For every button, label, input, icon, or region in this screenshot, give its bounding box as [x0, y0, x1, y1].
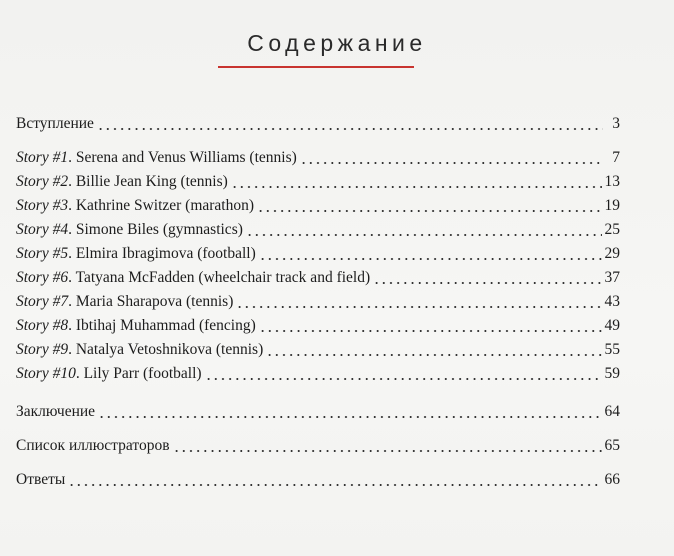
toc-page-number: 7: [612, 149, 620, 166]
dot-leader: [68, 484, 601, 486]
toc-entry-title: Ответы: [16, 471, 66, 488]
toc-entry: [16, 266, 620, 288]
toc-entry-prefix: Story #9: [16, 341, 69, 358]
toc-entry-prefix: Story #1: [16, 149, 69, 166]
toc-entry-title: Вступление: [16, 115, 94, 132]
toc-entry: [16, 362, 620, 384]
toc-entry: [16, 434, 620, 456]
toc-page-number: 29: [604, 245, 620, 262]
toc-page-number: 25: [604, 221, 620, 238]
toc-entry-label: [16, 268, 370, 288]
dot-leader: [257, 210, 601, 212]
toc-entry: [16, 314, 620, 336]
toc-entry-title: . Elmira Ibragimova (football): [68, 245, 256, 262]
toc-entry-title: . Ibtihaj Muhammad (fencing): [68, 317, 256, 334]
toc-entry-title: Заключение: [16, 403, 96, 420]
toc-page-number: 19: [604, 197, 620, 214]
toc-entry-prefix: Story #8: [16, 317, 69, 334]
toc-entry-label: [16, 316, 256, 336]
toc-page-number: 37: [604, 269, 620, 286]
title-underline: [218, 66, 414, 68]
page-title: Содержание: [247, 30, 427, 56]
toc-entry-title: Список иллюстраторов: [16, 437, 170, 454]
toc-entry-label: [16, 244, 256, 264]
toc-page-number: 3: [612, 115, 620, 132]
toc-entry-prefix: Story #5: [16, 245, 69, 262]
toc-entry-label: [16, 364, 202, 384]
toc-entry: [16, 194, 620, 216]
toc-page-number: 65: [604, 437, 620, 454]
toc-entry: [16, 338, 620, 360]
toc-entry: [16, 170, 620, 192]
dot-leader: [173, 450, 602, 452]
toc-entry-prefix: Story #4: [16, 221, 69, 238]
toc-entry-label: [16, 292, 233, 312]
toc-page-number: 66: [604, 471, 620, 488]
toc-page-number: 55: [604, 341, 620, 358]
toc-entry-label: [16, 470, 65, 490]
toc-entry-prefix: Story #3: [16, 197, 69, 214]
toc-entry-label: [16, 340, 263, 360]
toc-entry-label: [16, 436, 170, 456]
toc-entry-label: [16, 114, 94, 134]
toc-entry-title: . Natalya Vetoshnikova (tennis): [68, 341, 264, 358]
toc-entry-label: [16, 196, 254, 216]
toc-entry-label: [16, 148, 297, 168]
dot-leader: [373, 282, 601, 284]
toc-entry-title: . Serena and Venus Williams (tennis): [68, 149, 297, 166]
toc-page-number: 64: [604, 403, 620, 420]
toc-page-number: 13: [604, 173, 620, 190]
toc-entry-prefix: Story #6: [16, 269, 69, 286]
toc-entry-label: [16, 220, 243, 240]
toc-entry-title: . Maria Sharapova (tennis): [68, 293, 234, 310]
toc-page-number: 43: [604, 293, 620, 310]
toc-entry: [16, 218, 620, 240]
dot-leader: [259, 258, 602, 260]
toc-entry-prefix: Story #7: [16, 293, 69, 310]
toc-entry-title: . Lily Parr (football): [75, 365, 202, 382]
dot-leader: [98, 416, 601, 418]
toc-entry: [16, 290, 620, 312]
dot-leader: [300, 162, 603, 164]
toc-entry: [16, 468, 620, 490]
toc-entry-prefix: Story #10: [16, 365, 76, 382]
dot-leader: [231, 186, 602, 188]
toc-entry-title: . Kathrine Switzer (marathon): [68, 197, 255, 214]
toc-entry-label: [16, 172, 228, 192]
dot-leader: [246, 234, 602, 236]
toc-entry-title: . Billie Jean King (tennis): [68, 173, 228, 190]
toc-entry-title: . Tatyana McFadden (wheelchair track and field): [68, 269, 371, 286]
dot-leader: [205, 378, 602, 380]
toc-entry: [16, 242, 620, 264]
toc-entry-prefix: Story #2: [16, 173, 69, 190]
dot-leader: [236, 306, 601, 308]
toc-entry: [16, 146, 620, 168]
dot-leader: [97, 128, 603, 130]
toc-entry-label: [16, 402, 95, 422]
toc-page-number: 59: [604, 365, 620, 382]
toc-entry: [16, 400, 620, 422]
toc-entry: [16, 112, 620, 134]
toc-page-number: 49: [604, 317, 620, 334]
dot-leader: [259, 330, 602, 332]
dot-leader: [266, 354, 601, 356]
toc-entry-title: . Simone Biles (gymnastics): [68, 221, 243, 238]
